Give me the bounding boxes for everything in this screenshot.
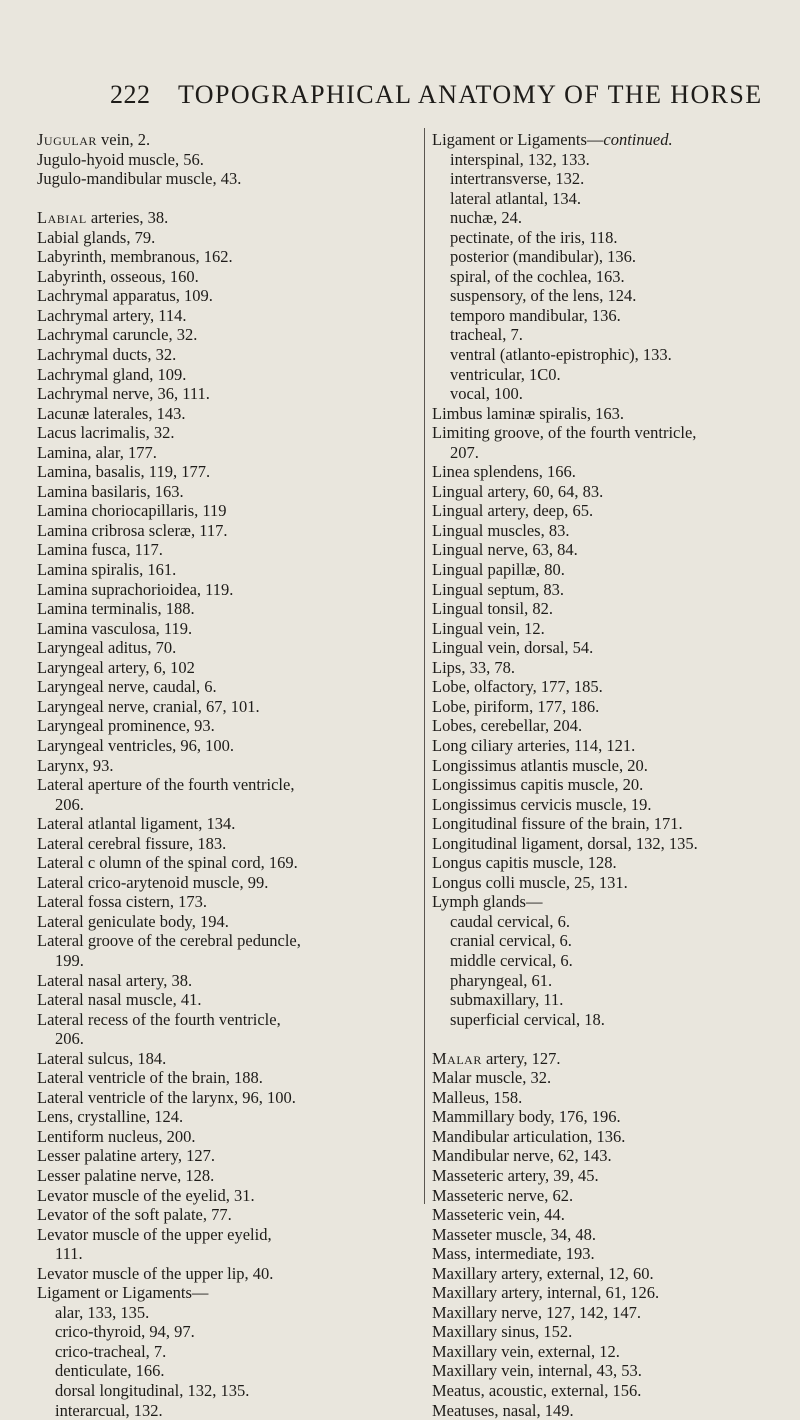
- entry-text: intertransverse, 132.: [450, 169, 585, 189]
- entry-text: Lamina cribrosa scleræ, 117.: [37, 520, 228, 540]
- entry-text: Maxillary vein, external, 12.: [432, 1341, 620, 1361]
- entry-text: Lentiform nucleus, 200.: [37, 1126, 196, 1146]
- index-entry: [432, 619, 800, 639]
- entry-initial-word: Labial: [37, 208, 87, 228]
- index-entry: [37, 1264, 412, 1284]
- entry-text: posterior (mandibular), 136.: [450, 247, 637, 267]
- entry-text: Lamina spiralis, 161.: [37, 560, 177, 580]
- index-entry: [37, 130, 412, 150]
- column-divider: [424, 128, 425, 1204]
- entry-text: pectinate, of the iris, 118.: [450, 227, 618, 247]
- entry-text: Laryngeal nerve, cranial, 67, 101.: [37, 696, 260, 716]
- entry-text: Lesser palatine nerve, 128.: [37, 1165, 215, 1185]
- entry-text: caudal cervical, 6.: [450, 911, 571, 931]
- entry-text: Lateral nasal artery, 38.: [37, 970, 193, 990]
- index-entry: [432, 1225, 800, 1245]
- index-entry: [37, 1205, 412, 1225]
- entry-text: interspinal, 132, 133.: [450, 149, 590, 169]
- index-entry: [432, 1244, 800, 1264]
- entry-text: Lateral geniculate body, 194.: [37, 911, 229, 931]
- index-entry: [432, 130, 800, 150]
- index-entry: [37, 1401, 412, 1420]
- entry-text: ventricular, 1C0.: [450, 364, 561, 384]
- entry-text: Jugulo-mandibular muscle, 43.: [37, 169, 242, 189]
- index-entry: [37, 325, 412, 345]
- index-entry: [432, 912, 800, 932]
- entry-text: Lateral ventricle of the larynx, 96, 100.: [37, 1087, 296, 1107]
- index-entry: [37, 443, 412, 463]
- entry-text: Laryngeal artery, 6, 102: [37, 657, 195, 677]
- entry-text: Longus colli muscle, 25, 131.: [432, 872, 628, 892]
- entry-text: Lips, 33, 78.: [432, 657, 515, 677]
- entry-text: Masseteric vein, 44.: [432, 1205, 565, 1225]
- index-entry: [432, 971, 800, 991]
- index-entry: [432, 1088, 800, 1108]
- index-entry: [432, 795, 800, 815]
- index-entry: [37, 1088, 412, 1108]
- index-entry: [37, 619, 412, 639]
- index-entry: [432, 228, 800, 248]
- index-entry: [432, 540, 800, 560]
- index-entry: [37, 1107, 412, 1127]
- index-entry: [37, 638, 412, 658]
- entry-text: Levator muscle of the upper lip, 40.: [37, 1263, 274, 1283]
- entry-initial-word: Malar: [432, 1048, 482, 1068]
- entry-text: Lamina basilaris, 163.: [37, 481, 184, 501]
- entry-text: 206.: [55, 1029, 84, 1049]
- index-entry: [432, 1146, 800, 1166]
- entry-text: Lamina fusca, 117.: [37, 540, 163, 560]
- index-entry: [37, 267, 412, 287]
- entry-text: Lachrymal nerve, 36, 111.: [37, 384, 210, 404]
- entry-text: Masseter muscle, 34, 48.: [432, 1224, 597, 1244]
- index-entry: [432, 1166, 800, 1186]
- entry-text: Lingual artery, 60, 64, 83.: [432, 481, 604, 501]
- index-entry: [37, 1244, 412, 1264]
- entry-text: Lobe, olfactory, 177, 185.: [432, 677, 603, 697]
- index-entry: [37, 560, 412, 580]
- index-entry: [432, 1205, 800, 1225]
- entry-text: lateral atlantal, 134.: [450, 188, 582, 208]
- entry-text: superficial cervical, 18.: [450, 1009, 605, 1029]
- entry-text: Larynx, 93.: [37, 755, 114, 775]
- index-entry: [432, 208, 800, 228]
- index-entry: [37, 501, 412, 521]
- entry-text: Malar muscle, 32.: [432, 1068, 552, 1088]
- entry-text: spiral, of the cochlea, 163.: [450, 266, 625, 286]
- entry-text: Laryngeal ventricles, 96, 100.: [37, 735, 235, 755]
- index-entry: [37, 169, 412, 189]
- index-entry: [37, 716, 412, 736]
- index-entry: [432, 1010, 800, 1030]
- entry-text: Meatuses, nasal, 149.: [432, 1400, 574, 1420]
- entry-text: Lens, crystalline, 124.: [37, 1107, 184, 1127]
- entry-text: nuchæ, 24.: [450, 208, 522, 228]
- index-entry: [37, 892, 412, 912]
- index-entry: [432, 638, 800, 658]
- entry-text: Lateral aperture of the fourth ventricle,: [37, 775, 295, 795]
- index-entry: [37, 1146, 412, 1166]
- index-entry: [37, 658, 412, 678]
- entry-text: arteries, 38.: [86, 208, 169, 228]
- index-entry: [37, 540, 412, 560]
- index-entry: [432, 345, 800, 365]
- entry-text: Mammillary body, 176, 196.: [432, 1107, 621, 1127]
- entry-text: Lateral fossa cistern, 173.: [37, 892, 207, 912]
- entry-text: Laryngeal prominence, 93.: [37, 716, 215, 736]
- index-entry: [432, 306, 800, 326]
- index-entry: [37, 384, 412, 404]
- index-entry: [37, 1068, 412, 1088]
- index-entry: [432, 599, 800, 619]
- index-entry: [37, 971, 412, 991]
- index-entry: [37, 1361, 412, 1381]
- index-entry: [432, 189, 800, 209]
- entry-text: artery, 127.: [481, 1048, 561, 1068]
- index-entry: [37, 951, 412, 971]
- entry-text: submaxillary, 11.: [450, 990, 564, 1010]
- entry-text: Lachrymal ducts, 32.: [37, 345, 177, 365]
- page-header: [0, 80, 800, 112]
- index-entry: [432, 1186, 800, 1206]
- index-entry: [37, 580, 412, 600]
- entry-text: Lingual vein, dorsal, 54.: [432, 638, 594, 658]
- index-entry: [37, 756, 412, 776]
- index-entry: [432, 462, 800, 482]
- index-entry: [37, 1283, 412, 1303]
- index-entry: [432, 1264, 800, 1284]
- entry-text: Labyrinth, osseous, 160.: [37, 266, 199, 286]
- index-entry: [37, 404, 412, 424]
- entry-text: Ligament or Ligaments—: [37, 1283, 209, 1303]
- entry-text: Lachrymal caruncle, 32.: [37, 325, 198, 345]
- entry-text: Ligament or Ligaments—: [432, 130, 604, 149]
- index-column-right: [432, 130, 800, 1420]
- index-entry: [432, 716, 800, 736]
- index-entry: [37, 1225, 412, 1245]
- entry-text: Laryngeal nerve, caudal, 6.: [37, 677, 217, 697]
- index-entry: [432, 501, 800, 521]
- entry-text: Masseteric nerve, 62.: [432, 1185, 574, 1205]
- entry-text: Lobes, cerebellar, 204.: [432, 716, 583, 736]
- index-entry: [432, 658, 800, 678]
- index-entry: [37, 697, 412, 717]
- index-entry: [432, 404, 800, 424]
- entry-text: Levator muscle of the eyelid, 31.: [37, 1185, 255, 1205]
- entry-text: Longitudinal ligament, dorsal, 132, 135.: [432, 833, 698, 853]
- index-entry: [432, 736, 800, 756]
- entry-text: Lamina, basalis, 119, 177.: [37, 462, 211, 482]
- index-entry: [432, 560, 800, 580]
- index-entry: [432, 365, 800, 385]
- entry-text: Maxillary artery, internal, 61, 126.: [432, 1283, 660, 1303]
- entry-text: tracheal, 7.: [450, 325, 523, 345]
- entry-text: Maxillary sinus, 152.: [432, 1322, 573, 1342]
- index-entry: [37, 853, 412, 873]
- entry-text: vocal, 100.: [450, 384, 523, 404]
- entry-text: Lingual nerve, 63, 84.: [432, 540, 578, 560]
- index-entry: [432, 892, 800, 912]
- entry-initial-word: Jugular: [37, 130, 97, 149]
- index-entry: [432, 931, 800, 951]
- entry-text: Lingual artery, deep, 65.: [432, 501, 594, 521]
- entry-text: Lingual septum, 83.: [432, 579, 564, 599]
- index-entry: [432, 814, 800, 834]
- index-entry: [37, 482, 412, 502]
- entry-text: Lamina, alar, 177.: [37, 442, 157, 462]
- entry-text: Lingual vein, 12.: [432, 618, 545, 638]
- entry-text: Lamina vasculosa, 119.: [37, 618, 193, 638]
- index-entry: [432, 1049, 800, 1069]
- entry-text: Labyrinth, membranous, 162.: [37, 247, 233, 267]
- index-entry: [37, 1010, 412, 1030]
- entry-text: interarcual, 132.: [55, 1400, 163, 1420]
- entry-text: Lateral atlantal ligament, 134.: [37, 814, 236, 834]
- index-entry: [37, 423, 412, 443]
- entry-text: Meatus, acoustic, external, 156.: [432, 1381, 642, 1400]
- index-entry: [432, 169, 800, 189]
- index-entry: [37, 1381, 412, 1401]
- entry-text: Lachrymal apparatus, 109.: [37, 286, 213, 306]
- index-entry: [432, 1342, 800, 1362]
- index-entry: [432, 1107, 800, 1127]
- index-entry: [37, 1127, 412, 1147]
- entry-text: Lachrymal gland, 109.: [37, 364, 187, 384]
- index-entry: [37, 736, 412, 756]
- page-number: 222: [110, 80, 151, 109]
- index-entry: [37, 286, 412, 306]
- index-entry: [432, 1322, 800, 1342]
- index-entry: [432, 482, 800, 502]
- index-entry: [37, 365, 412, 385]
- entry-text: Longitudinal fissure of the brain, 171.: [432, 814, 683, 834]
- entry-text: crico-tracheal, 7.: [55, 1341, 167, 1361]
- index-entry: [37, 1322, 412, 1342]
- index-entry: [37, 1049, 412, 1069]
- entry-text: Lamina terminalis, 188.: [37, 599, 195, 619]
- index-entry: [432, 1283, 800, 1303]
- index-entry: [432, 853, 800, 873]
- index-entry: [432, 521, 800, 541]
- index-entry: [432, 697, 800, 717]
- index-entry: [432, 247, 800, 267]
- entry-text: Maxillary artery, external, 12, 60.: [432, 1263, 654, 1283]
- entry-text: Labial glands, 79.: [37, 227, 156, 247]
- index-entry: [37, 677, 412, 697]
- index-entry: [37, 1342, 412, 1362]
- section-gap: [432, 1029, 800, 1049]
- entry-text: Masseteric artery, 39, 45.: [432, 1165, 599, 1185]
- entry-text: Levator of the soft palate, 77.: [37, 1205, 232, 1225]
- entry-text: Lateral recess of the fourth ventricle,: [37, 1009, 281, 1029]
- index-entry: [432, 384, 800, 404]
- entry-text: Lateral groove of the cerebral peduncle,: [37, 931, 301, 951]
- entry-text: crico-thyroid, 94, 97.: [55, 1322, 195, 1342]
- index-entry: [37, 795, 412, 815]
- index-entry: [37, 228, 412, 248]
- entry-text: Longissimus atlantis muscle, 20.: [432, 755, 648, 775]
- entry-text: Longissimus capitis muscle, 20.: [432, 775, 644, 795]
- entry-text: temporo mandibular, 136.: [450, 305, 621, 325]
- index-entry: [432, 756, 800, 776]
- entry-text: Maxillary vein, internal, 43, 53.: [432, 1361, 642, 1381]
- index-entry: [37, 521, 412, 541]
- index-entry: [37, 873, 412, 893]
- index-entry: [37, 462, 412, 482]
- index-column-left: [37, 130, 412, 1420]
- index-entry: [432, 834, 800, 854]
- entry-text: Lateral sulcus, 184.: [37, 1048, 167, 1068]
- index-entry: [37, 345, 412, 365]
- index-entry: [432, 951, 800, 971]
- index-entry: [37, 306, 412, 326]
- entry-text: Long ciliary arteries, 114, 121.: [432, 735, 636, 755]
- entry-text: Lateral c olumn of the spinal cord, 169.: [37, 853, 298, 873]
- index-entry: [37, 1166, 412, 1186]
- index-entry: [37, 599, 412, 619]
- entry-text: dorsal longitudinal, 132, 135.: [55, 1381, 250, 1400]
- index-entry: [37, 775, 412, 795]
- index-entry: [432, 1127, 800, 1147]
- entry-text: Maxillary nerve, 127, 142, 147.: [432, 1302, 641, 1322]
- running-title: TOPOGRAPHICAL ANATOMY OF THE HORSE: [178, 80, 763, 109]
- entry-text: middle cervical, 6.: [450, 950, 573, 970]
- index-entry: [37, 247, 412, 267]
- entry-text: Limbus laminæ spiralis, 163.: [432, 403, 625, 423]
- entry-text: Jugulo-hyoid muscle, 56.: [37, 149, 204, 169]
- entry-text: Mandibular articulation, 136.: [432, 1126, 626, 1146]
- entry-text: Lingual tonsil, 82.: [432, 599, 553, 619]
- entry-text: Lateral ventricle of the brain, 188.: [37, 1068, 263, 1088]
- entry-text: Lateral nasal muscle, 41.: [37, 990, 202, 1010]
- index-entry: [432, 286, 800, 306]
- index-entry: [432, 1381, 800, 1401]
- entry-text: Laryngeal aditus, 70.: [37, 638, 177, 658]
- index-entry: [432, 1068, 800, 1088]
- index-entry: [37, 1029, 412, 1049]
- index-entry: [37, 990, 412, 1010]
- index-entry: [432, 423, 800, 443]
- entry-text: denticulate, 166.: [55, 1361, 165, 1381]
- index-entry: [432, 325, 800, 345]
- index-entry: [37, 150, 412, 170]
- entry-text: Linea splendens, 166.: [432, 462, 576, 482]
- entry-text: Longissimus cervicis muscle, 19.: [432, 794, 652, 814]
- entry-text: Longus capitis muscle, 128.: [432, 853, 617, 873]
- index-entry: [432, 443, 800, 463]
- entry-text: Lachrymal artery, 114.: [37, 305, 187, 325]
- entry-text: Lingual muscles, 83.: [432, 520, 570, 540]
- entry-text: Lacunæ laterales, 143.: [37, 403, 186, 423]
- entry-text: vein, 2.: [96, 130, 151, 149]
- entry-text: Levator muscle of the upper eyelid,: [37, 1224, 272, 1244]
- index-entry: [432, 1401, 800, 1420]
- index-entry: [37, 208, 412, 228]
- entry-text: Lamina suprachorioidea, 119.: [37, 579, 234, 599]
- index-entry: [37, 1303, 412, 1323]
- entry-text: Lacus lacrimalis, 32.: [37, 423, 175, 443]
- index-entry: [432, 873, 800, 893]
- entry-text: cranial cervical, 6.: [450, 931, 572, 951]
- entry-text: 199.: [55, 950, 84, 970]
- entry-text: alar, 133, 135.: [55, 1302, 150, 1322]
- index-entry: [432, 775, 800, 795]
- entry-text: Lamina choriocapillaris, 119: [37, 501, 227, 521]
- index-entry: [432, 677, 800, 697]
- entry-text: Lobe, piriform, 177, 186.: [432, 696, 600, 716]
- entry-text: Lesser palatine artery, 127.: [37, 1146, 216, 1166]
- entry-text: ventral (atlanto-epistrophic), 133.: [450, 345, 672, 365]
- entry-text: Mandibular nerve, 62, 143.: [432, 1146, 612, 1166]
- entry-text: Malleus, 158.: [432, 1087, 523, 1107]
- index-entry: [432, 267, 800, 287]
- entry-text: Lateral crico-arytenoid muscle, 99.: [37, 872, 269, 892]
- index-entry: [432, 580, 800, 600]
- entry-text: 206.: [55, 794, 84, 814]
- index-entry: [432, 1361, 800, 1381]
- entry-text: pharyngeal, 61.: [450, 970, 553, 990]
- index-entry: [37, 834, 412, 854]
- index-entry: [37, 1186, 412, 1206]
- entry-text: Limiting groove, of the fourth ventricle,: [432, 423, 697, 443]
- entry-text: Lymph glands—: [432, 892, 543, 912]
- entry-text: suspensory, of the lens, 124.: [450, 286, 637, 306]
- entry-text: Lingual papillæ, 80.: [432, 560, 565, 580]
- index-entry: [432, 990, 800, 1010]
- entry-text: 111.: [55, 1244, 83, 1264]
- entry-continued: continued.: [603, 130, 673, 149]
- index-entry: [37, 912, 412, 932]
- index-entry: [37, 931, 412, 951]
- entry-text: Lateral cerebral fissure, 183.: [37, 833, 227, 853]
- index-entry: [432, 1303, 800, 1323]
- index-entry: [37, 814, 412, 834]
- entry-text: Mass, intermediate, 193.: [432, 1244, 595, 1264]
- index-entry: [432, 150, 800, 170]
- section-gap: [37, 189, 412, 209]
- entry-text: 207.: [450, 442, 479, 462]
